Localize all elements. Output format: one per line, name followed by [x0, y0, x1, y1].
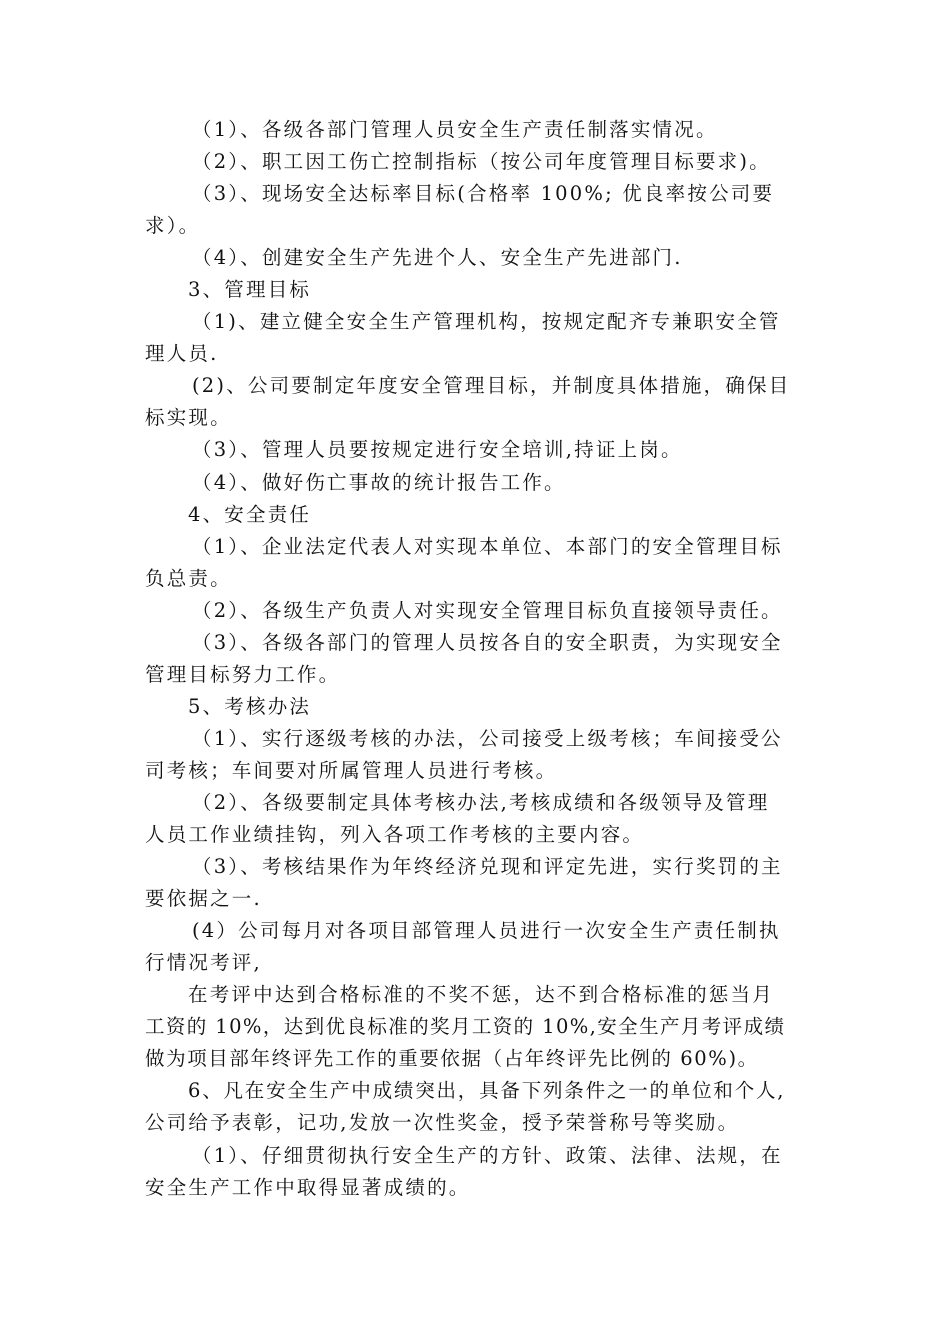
section-heading: 4、安全责任: [188, 502, 312, 526]
text-line: 做为项目部年终评先工作的重要依据（占年终评先比例的 60%)。: [145, 1047, 759, 1071]
text-line: 安全生产工作中取得显著成绩的。: [145, 1175, 471, 1199]
text-line: （3）、现场安全达标率目标(合格率 100%; 优良率按公司要: [192, 182, 775, 206]
text-line: （2）、职工因工伤亡控制指标（按公司年度管理目标要求)。: [192, 150, 771, 174]
text-line: （1）、企业法定代表人对实现本单位、本部门的安全管理目标: [192, 534, 783, 558]
text-line: （2）、各级生产负责人对实现安全管理目标负直接领导责任。: [192, 598, 783, 622]
text-line: （2）、各级要制定具体考核办法,考核成绩和各级领导及管理: [192, 790, 770, 814]
text-line: （1)、建立健全安全生产管理机构，按规定配齐专兼职安全管: [192, 310, 781, 334]
text-line: （3）、各级各部门的管理人员按各自的安全职责，为实现安全: [192, 630, 783, 654]
section-heading: 5、考核办法: [188, 694, 312, 718]
text-line: （1）、仔细贯彻执行安全生产的方针、政策、法律、法规，在: [192, 1143, 783, 1167]
text-line: （3）、管理人员要按规定进行安全培训,持证上岗。: [192, 438, 683, 462]
text-line: 理人员.: [145, 342, 219, 366]
text-line: 司考核；车间要对所属管理人员进行考核。: [145, 758, 558, 782]
text-line: (4）公司每月对各项目部管理人员进行一次安全生产责任制执: [192, 919, 781, 943]
text-line: (2)、公司要制定年度安全管理目标，并制度具体措施，确保目: [192, 374, 791, 398]
text-line: （4）、创建安全生产先进个人、安全生产先进部门.: [192, 246, 683, 270]
text-line: （1）、各级各部门管理人员安全生产责任制落实情况。: [192, 118, 718, 141]
text-line: （1）、实行逐级考核的办法，公司接受上级考核；车间接受公: [192, 726, 783, 750]
text-line: 要依据之一.: [145, 887, 262, 911]
text-line: 标实现。: [145, 406, 232, 430]
document-body: [145, 114, 810, 1204]
text-line: （4）、做好伤亡事故的统计报告工作。: [192, 470, 566, 494]
text-line: 公司给予表彰，记功,发放一次性奖金，授予荣誉称号等奖励。: [145, 1111, 740, 1135]
section-heading: 6、凡在安全生产中成绩突出，具备下列条件之一的单位和个人,: [188, 1079, 786, 1103]
text-line: 行情况考评,: [145, 951, 262, 975]
section-heading: 3、管理目标: [188, 278, 312, 302]
text-line: 负总责。: [145, 566, 232, 590]
text-line: 人员工作业绩挂钩，列入各项工作考核的主要内容。: [145, 823, 645, 847]
text-line: （3）、考核结果作为年终经济兑现和评定先进，实行奖罚的主: [192, 855, 783, 879]
text-line: 工资的 10%，达到优良标准的奖月工资的 10%,安全生产月考评成绩: [145, 1015, 786, 1039]
text-line: 管理目标努力工作。: [145, 662, 341, 686]
text-line: 求）。: [145, 214, 201, 238]
text-line: 在考评中达到合格标准的不奖不惩，达不到合格标准的惩当月: [188, 983, 774, 1007]
